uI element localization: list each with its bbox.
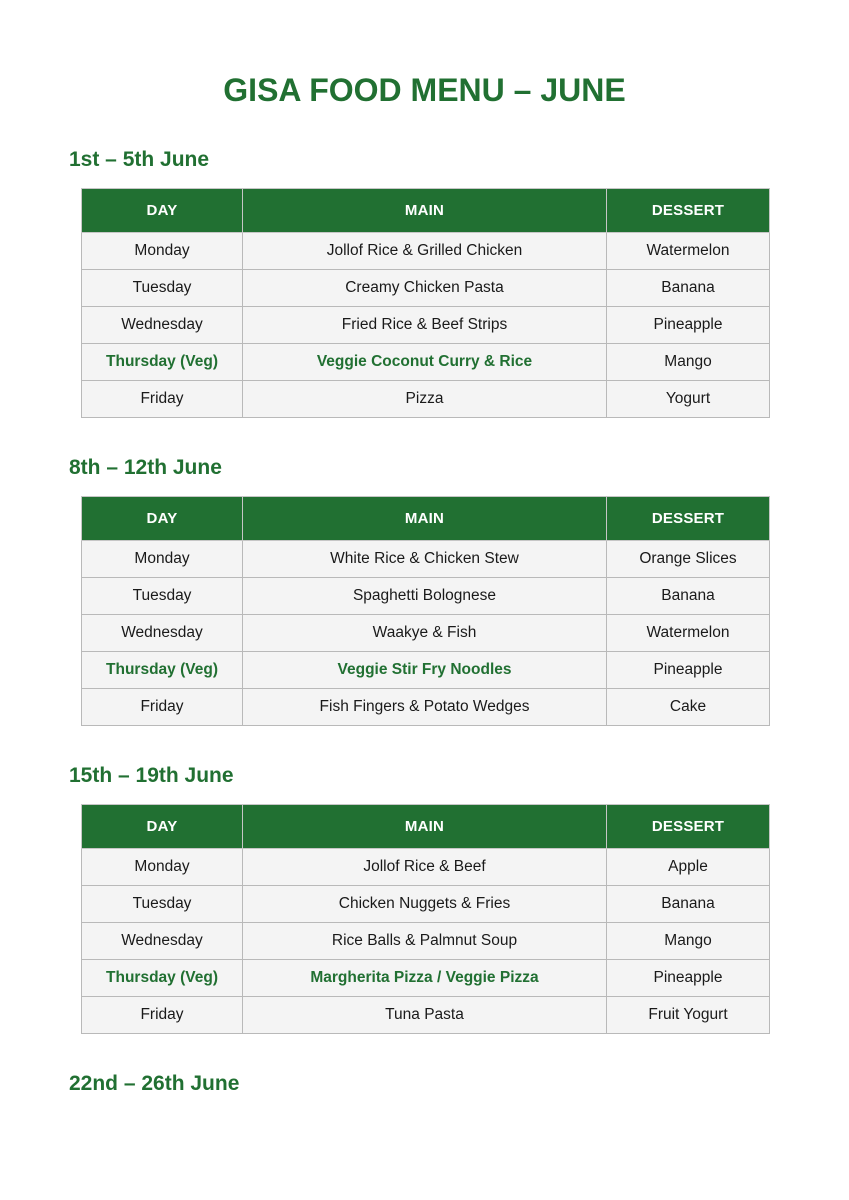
dessert-cell: Pineapple bbox=[607, 960, 770, 997]
column-header-day: DAY bbox=[82, 497, 243, 541]
week-heading-2: 8th – 12th June bbox=[69, 456, 222, 479]
column-header-main: MAIN bbox=[243, 189, 607, 233]
menu-table-week-2 bbox=[81, 496, 770, 726]
dessert-cell: Pineapple bbox=[607, 307, 770, 344]
main-cell: Tuna Pasta bbox=[243, 997, 607, 1034]
table-row bbox=[82, 541, 770, 578]
table-row bbox=[82, 578, 770, 615]
main-cell: Fish Fingers & Potato Wedges bbox=[243, 689, 607, 726]
day-cell: Thursday (Veg) bbox=[82, 344, 243, 381]
table-row bbox=[82, 307, 770, 344]
day-cell: Thursday (Veg) bbox=[82, 960, 243, 997]
dessert-cell: Orange Slices bbox=[607, 541, 770, 578]
column-header-main: MAIN bbox=[243, 805, 607, 849]
week-heading-1: 1st – 5th June bbox=[69, 148, 210, 171]
dessert-cell: Watermelon bbox=[607, 233, 770, 270]
main-cell: Margherita Pizza / Veggie Pizza bbox=[243, 960, 607, 997]
table-row bbox=[82, 615, 770, 652]
table-header-row bbox=[82, 805, 770, 849]
menu-table-week-3 bbox=[81, 804, 770, 1034]
table-row bbox=[82, 886, 770, 923]
day-cell: Monday bbox=[82, 233, 243, 270]
dessert-cell: Fruit Yogurt bbox=[607, 997, 770, 1034]
column-header-main: MAIN bbox=[243, 497, 607, 541]
column-header-dessert: DESSERT bbox=[607, 805, 770, 849]
day-cell: Tuesday bbox=[82, 886, 243, 923]
day-cell: Monday bbox=[82, 541, 243, 578]
column-header-day: DAY bbox=[82, 805, 243, 849]
table-row-veg bbox=[82, 344, 770, 381]
main-cell: Jollof Rice & Beef bbox=[243, 849, 607, 886]
table-row bbox=[82, 381, 770, 418]
dessert-cell: Banana bbox=[607, 886, 770, 923]
dessert-cell: Banana bbox=[607, 578, 770, 615]
day-cell: Friday bbox=[82, 689, 243, 726]
dessert-cell: Cake bbox=[607, 689, 770, 726]
week-heading-3: 15th – 19th June bbox=[69, 764, 234, 787]
dessert-cell: Pineapple bbox=[607, 652, 770, 689]
main-cell: Waakye & Fish bbox=[243, 615, 607, 652]
day-cell: Tuesday bbox=[82, 578, 243, 615]
column-header-dessert: DESSERT bbox=[607, 497, 770, 541]
main-cell: Veggie Stir Fry Noodles bbox=[243, 652, 607, 689]
dessert-cell: Yogurt bbox=[607, 381, 770, 418]
table-row bbox=[82, 997, 770, 1034]
day-cell: Wednesday bbox=[82, 307, 243, 344]
table-row-veg bbox=[82, 652, 770, 689]
dessert-cell: Banana bbox=[607, 270, 770, 307]
dessert-cell: Apple bbox=[607, 849, 770, 886]
main-cell: White Rice & Chicken Stew bbox=[243, 541, 607, 578]
main-cell: Chicken Nuggets & Fries bbox=[243, 886, 607, 923]
dessert-cell: Mango bbox=[607, 344, 770, 381]
day-cell: Wednesday bbox=[82, 615, 243, 652]
column-header-day: DAY bbox=[82, 189, 243, 233]
dessert-cell: Watermelon bbox=[607, 615, 770, 652]
table-header-row bbox=[82, 189, 770, 233]
table-row bbox=[82, 689, 770, 726]
day-cell: Friday bbox=[82, 381, 243, 418]
column-header-dessert: DESSERT bbox=[607, 189, 770, 233]
table-row bbox=[82, 923, 770, 960]
main-cell: Creamy Chicken Pasta bbox=[243, 270, 607, 307]
day-cell: Wednesday bbox=[82, 923, 243, 960]
day-cell: Monday bbox=[82, 849, 243, 886]
table-row-veg bbox=[82, 960, 770, 997]
main-cell: Rice Balls & Palmnut Soup bbox=[243, 923, 607, 960]
menu-table-week-1 bbox=[81, 188, 770, 418]
day-cell: Thursday (Veg) bbox=[82, 652, 243, 689]
main-cell: Veggie Coconut Curry & Rice bbox=[243, 344, 607, 381]
day-cell: Tuesday bbox=[82, 270, 243, 307]
table-header-row bbox=[82, 497, 770, 541]
main-cell: Spaghetti Bolognese bbox=[243, 578, 607, 615]
week-heading-4: 22nd – 26th June bbox=[69, 1072, 240, 1095]
day-cell: Friday bbox=[82, 997, 243, 1034]
dessert-cell: Mango bbox=[607, 923, 770, 960]
main-cell: Pizza bbox=[243, 381, 607, 418]
page-title: GISA FOOD MENU – JUNE bbox=[223, 72, 626, 108]
main-cell: Fried Rice & Beef Strips bbox=[243, 307, 607, 344]
table-row bbox=[82, 233, 770, 270]
table-row bbox=[82, 849, 770, 886]
main-cell: Jollof Rice & Grilled Chicken bbox=[243, 233, 607, 270]
table-row bbox=[82, 270, 770, 307]
